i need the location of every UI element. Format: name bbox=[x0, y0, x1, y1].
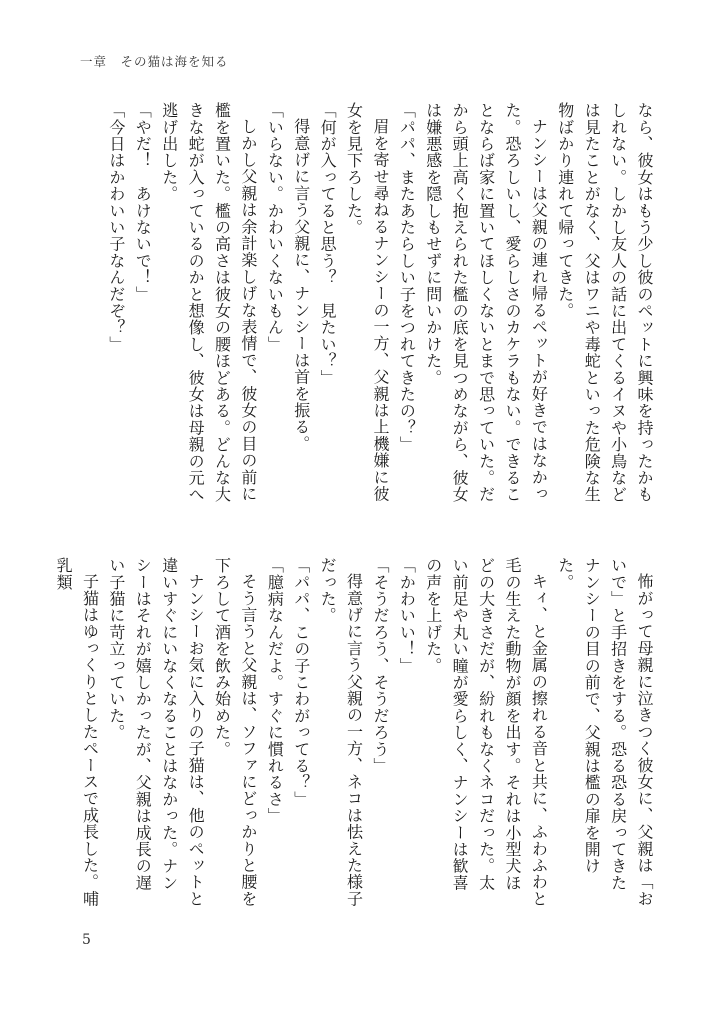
body-text-lower bbox=[54, 557, 657, 907]
paragraph: そう言うと父親は、ソファにどっかりと腰を下ろして酒を飲み始めた。 bbox=[212, 557, 258, 907]
paragraph: 怖がって母親に泣きつく彼女に、父親は「おいで」と手招きをする。恐る恐る戻ってきたナンシーの目の前で、父親は檻の扉を開けた。 bbox=[555, 557, 654, 907]
paragraph: しかし父親は余計楽しげな表情で、彼女の目の前に檻を置いた。檻の高さは彼女の腰ほどある。どんな大きな蛇が入っているのかと想像し、彼女は母親の元へ逃げ出した。 bbox=[159, 102, 258, 503]
paragraph: 「臆病なんだよ。すぐに慣れるさ」 bbox=[265, 557, 285, 825]
paragraph: なら、彼女はもう少し彼のペットに興味を持ったかもしれない。しかし友人の話に出てくるイヌや小鳥などは見たことがなく、父はワニや毒蛇といった危険な生物ばかり連れて帰ってきた。 bbox=[555, 102, 654, 503]
paragraph: 「そうだろう、そうだろう」 bbox=[370, 557, 390, 775]
paragraph: 眉を寄せ尋ねるナンシーの一方、父親は上機嫌に彼女を見下ろした。 bbox=[344, 102, 390, 503]
chapter-header: 一章 その猫は海を知る bbox=[80, 54, 229, 69]
paragraph: 「今日はかわいい子なんだぞ？」 bbox=[106, 102, 126, 353]
body-text-upper bbox=[67, 102, 657, 504]
page-number: 5 bbox=[82, 932, 91, 948]
paragraph: 子猫はゆっくりとしたペースで成長した。哺乳類 bbox=[54, 557, 100, 907]
paragraph: 「何が入ってると思う？ 見たい？」 bbox=[318, 102, 338, 386]
paragraph: 「かわいい！」 bbox=[397, 557, 417, 674]
paragraph: 「パパ、この子こわがってる？」 bbox=[291, 557, 311, 808]
paragraph: 得意げに言う父親に、ナンシーは首を振る。 bbox=[291, 118, 311, 452]
paragraph: ナンシーお気に入りの子猫は、他のペットと違いすぐにいなくなることはなかった。ナンシーはそれが嬉しかったが、父親は成長の遅い子猫に苛立っていた。 bbox=[106, 557, 206, 907]
paragraph: キィ、と金属の擦れる音と共に、ふわふわと毛の生えた動物が顔を出す。それは小型犬ほどの大きさだが、紛れもなくネコだった。太い前足や丸い瞳が愛らしく、ナンシーは歓喜の声を上げた。 bbox=[423, 557, 549, 907]
paragraph: 「やだ！ あけないで！」 bbox=[133, 102, 153, 303]
paragraph: 「パパ、またあたらしい子をつれてきたの？」 bbox=[397, 102, 417, 453]
paragraph: ナンシーは父親の連れ帰るペットが好きではなかった。恐ろしいし、愛らしさのカケラもない。できることならば家に置いてほしくないとまで思っていた。だから頭上高く抱えられた檻の底を見つめながら、彼女は嫌悪感を隠しもせずに問いかけた。 bbox=[423, 102, 549, 503]
paragraph: 得意げに言う父親の一方、ネコは怯えた様子だった。 bbox=[318, 557, 364, 907]
paragraph: 「いらない。かわいくないもん」 bbox=[265, 102, 285, 353]
